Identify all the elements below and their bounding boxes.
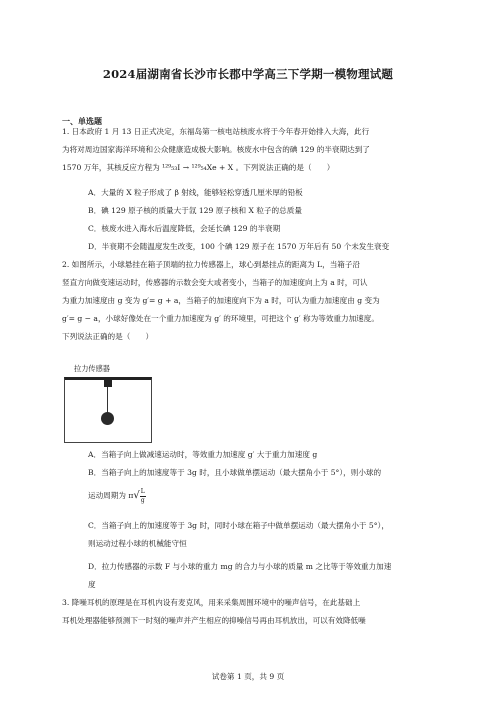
q2-option-d-line-1: D．拉力传感器的示数 F 与小球的重力 mg 的合力与小球的质量 m 之比等于等效重力加速 xyxy=(88,562,392,571)
box-figure xyxy=(64,377,152,443)
q2-option-c-line-1: C．当箱子向上的加速度等于 3g 时，同时小球在箱子中做单摆运动（最大摆角小于 5°）， xyxy=(88,521,389,530)
q3-line-2: 耳机处理器能够预测下一时刻的噪声并产生相应的抑噪信号再由耳机放出，可以有效降低噪 xyxy=(62,616,366,625)
q2-option-b-line-1: B．当箱子向上的加速度等于 3g 时，且小球做单摆运动（最大摆角小于 5°），则小球的 xyxy=(88,468,382,477)
q1-line-2: 为将对周边国家海洋环境和公众健康造成极大影响。核废水中包含的碘 129 的半衰期达到了 xyxy=(62,145,370,154)
q2-line-2: 竖直方向做变速运动时，传感器的示数会变大或者变小，当箱子的加速度向上为 a 时，可认 xyxy=(62,278,368,287)
figure-label: 拉力传感器 xyxy=(74,364,110,373)
q3-line-1: 3. 降噪耳机的原理是在耳机内设有麦克风，用来采集周围环境中的噪声信号，在此基础上 xyxy=(62,598,361,607)
q2-option-d-line-2: 度 xyxy=(88,580,96,589)
q2-line-1: 2. 如图所示，小球悬挂在箱子顶端的拉力传感器上，球心到悬挂点的距离为 L，当箱子沿 xyxy=(62,260,361,269)
fraction-numerator: L xyxy=(140,487,145,495)
fraction xyxy=(140,488,146,505)
q1-option-a: A．大量的 X 粒子形成了 β 射线，能够轻松穿透几厘米厚的铅板 xyxy=(88,188,303,197)
q1-option-c: C．核废水进入海水后温度降低，会延长碘 129 的半衰期 xyxy=(88,224,281,233)
page-footer: 试卷第 1 页，共 9 页 xyxy=(211,672,285,681)
page-title: 2024届湖南省长沙市长郡中学高三下学期一模物理试题 xyxy=(102,67,394,81)
q1-option-b: B．碘 129 原子核的质量大于氙 129 原子核和 X 粒子的总质量 xyxy=(88,206,302,215)
q1-line-1: 1. 日本政府 1 月 13 日正式决定，东福岛第一核电站核废水将于今年春开始排入大海，此行 xyxy=(62,127,370,136)
q2-option-c-line-2: 则运动过程小球的机械能守恒 xyxy=(88,539,187,548)
force-sensor xyxy=(104,380,112,387)
q2-line-3: 为重力加速度由 g 变为 g′= g + a，当箱子的加速度向下为 a 时，可认为重力加速度由 g 变为 xyxy=(62,296,380,305)
sqrt-symbol: √ xyxy=(133,490,140,501)
pendulum-ball xyxy=(101,412,114,425)
q1-line-3: 1570 万年，其核反应方程为 ¹²⁹₅₃I → ¹²⁹₅₄Xe + X 。下列说法正确的是（ ） xyxy=(62,163,335,172)
q2-line-4: g′= g − a，小球好像处在一个重力加速度为 g′ 的环境里，可把这个 g′ 称为等效重力加速度。 xyxy=(62,314,379,323)
q2-option-b-prefix: 运动周期为 π xyxy=(88,491,134,500)
q2-option-a: A．当箱子向上做减速运动时，等效重力加速度 g′ 大于重力加速度 g xyxy=(88,450,318,459)
q2-line-5: 下列说法正确的是（ ） xyxy=(62,332,154,341)
fraction-denominator: g xyxy=(140,496,145,504)
q2-option-b-line-2 xyxy=(88,487,436,505)
section-heading: 一、单选题 xyxy=(62,116,102,126)
q1-option-d: D．半衰期不会随温度发生改变，100 个碘 129 原子在 1570 万年后有 50 个未发生衰变 xyxy=(88,242,390,251)
pendulum-string xyxy=(107,387,108,413)
